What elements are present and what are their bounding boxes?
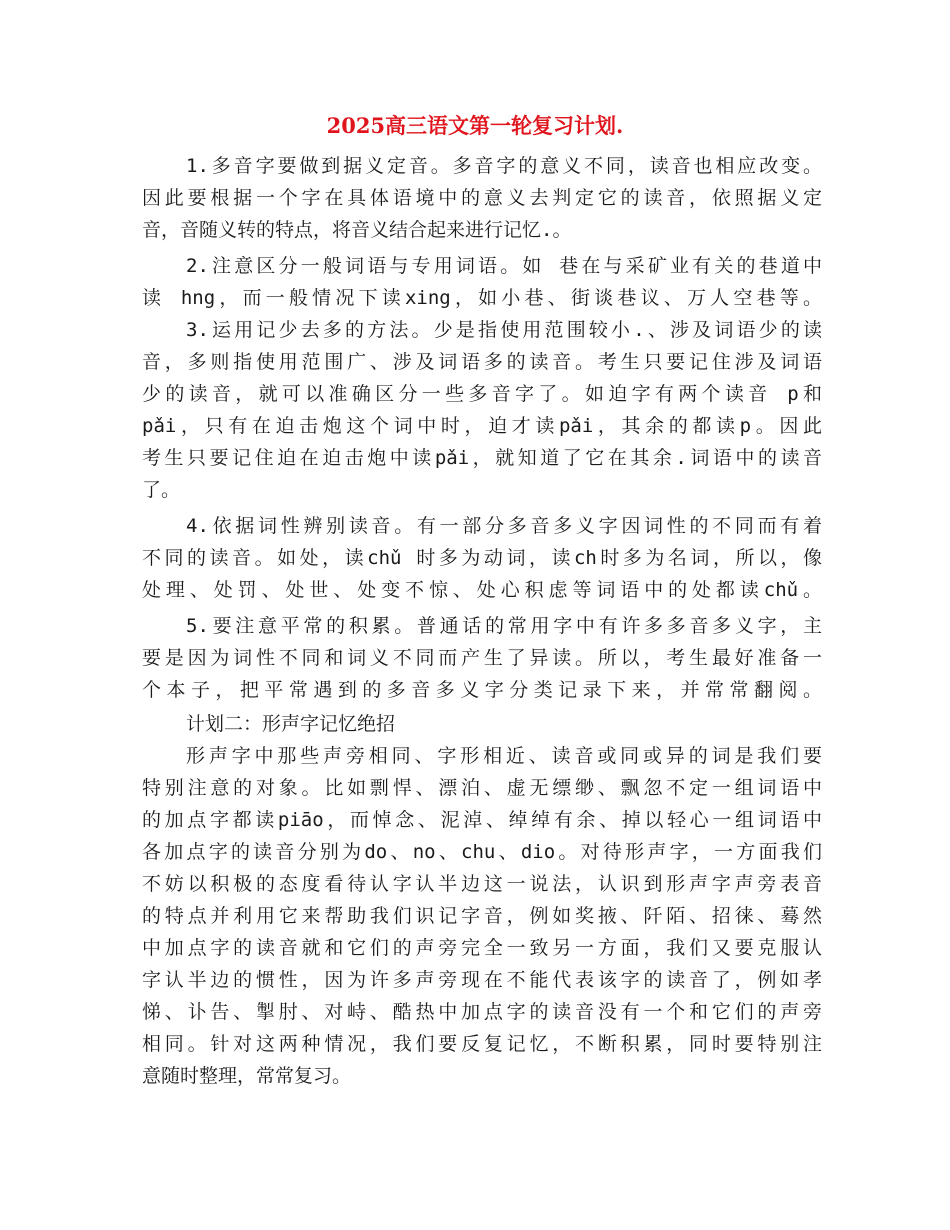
paragraph-line: 各加点字的读音分别为do、no、chu、dio。对待形声字，一方面我们 [142,841,822,863]
document-title: 2025高三语文第一轮复习计划. [326,113,624,138]
paragraph-line: 4.依据词性辨别读音。有一部分多音多义字因词性的不同而有着 [186,515,822,537]
paragraph-line: 5.要注意平常的积累。普通话的常用字中有许多多音多义字，主 [186,615,822,637]
paragraph-line: 的加点字都读piāo，而悼念、泥淖、绰绰有余、掉以轻心一组词语中 [142,809,822,831]
paragraph-line: 因此要根据一个字在具体语境中的意义去判定它的读音，依照据义定 [142,187,822,209]
paragraph-line: 少的读音，就可以准确区分一些多音字了。如迫字有两个读音 p和 [142,383,822,405]
paragraph-line: 1.多音字要做到据义定音。多音字的意义不同，读音也相应改变。 [186,155,822,177]
section-heading: 计划二：形声字记忆绝招 [186,713,396,735]
paragraph-line: 2.注意区分一般词语与专用词语。如 巷在与采矿业有关的巷道中 [186,255,822,277]
paragraph-line: 不同的读音。如处，读chǔ 时多为动词，读ch时多为名词，所以，像 [142,547,822,569]
paragraph-line: 读 hng，而一般情况下读xing，如小巷、街谈巷议、万人空巷等。 [142,287,822,309]
paragraph-line: 相同。针对这两种情况，我们要反复记忆，不断积累，同时要特别注 [142,1033,822,1055]
paragraph-line: 音，多则指使用范围广、涉及词语多的读音。考生只要记住涉及词语 [142,351,822,373]
paragraph-line: 了。 [142,479,181,501]
paragraph-line: 音，音随义转的特点，将音义结合起来进行记忆.。 [142,219,572,241]
paragraph-line: 特别注意的对象。比如剽悍、漂泊、虚无缥缈、飘忽不定一组词语中 [142,777,822,799]
paragraph-line: 3.运用记少去多的方法。少是指使用范围较小.、涉及词语少的读 [186,319,822,341]
paragraph-line: 字认半边的惯性，因为许多声旁现在不能代表该字的读音了，例如孝 [142,969,822,991]
paragraph-line: 悌、讣告、掣肘、对峙、酷热中加点字的读音没有一个和它们的声旁 [142,1001,822,1023]
paragraph-line: 形声字中那些声旁相同、字形相近、读音或同或异的词是我们要 [186,745,822,767]
paragraph-line: 处理、处罚、处世、处变不惊、处心积虑等词语中的处都读chǔ。 [142,579,822,601]
paragraph-line: 要是因为词性不同和词义不同而产生了异读。所以，考生最好准备一 [142,647,822,669]
paragraph-line: pǎi，只有在迫击炮这个词中时，迫才读pǎi，其余的都读p。因此 [142,415,822,437]
paragraph-line: 中加点字的读音就和它们的声旁完全一致另一方面，我们又要克服认 [142,937,822,959]
paragraph-line: 考生只要记住迫在迫击炮中读pǎi，就知道了它在其余.词语中的读音 [142,447,822,469]
paragraph-line: 的特点并利用它来帮助我们识记字音，例如奖掖、阡陌、招徕、蓦然 [142,905,822,927]
paragraph-line: 个本子，把平常遇到的多音多义字分类记录下来，并常常翻阅。 [142,679,822,701]
paragraph-line: 不妨以积极的态度看待认字认半边这一说法，认识到形声字声旁表音 [142,873,822,895]
paragraph-line: 意随时整理，常常复习。 [142,1065,352,1087]
